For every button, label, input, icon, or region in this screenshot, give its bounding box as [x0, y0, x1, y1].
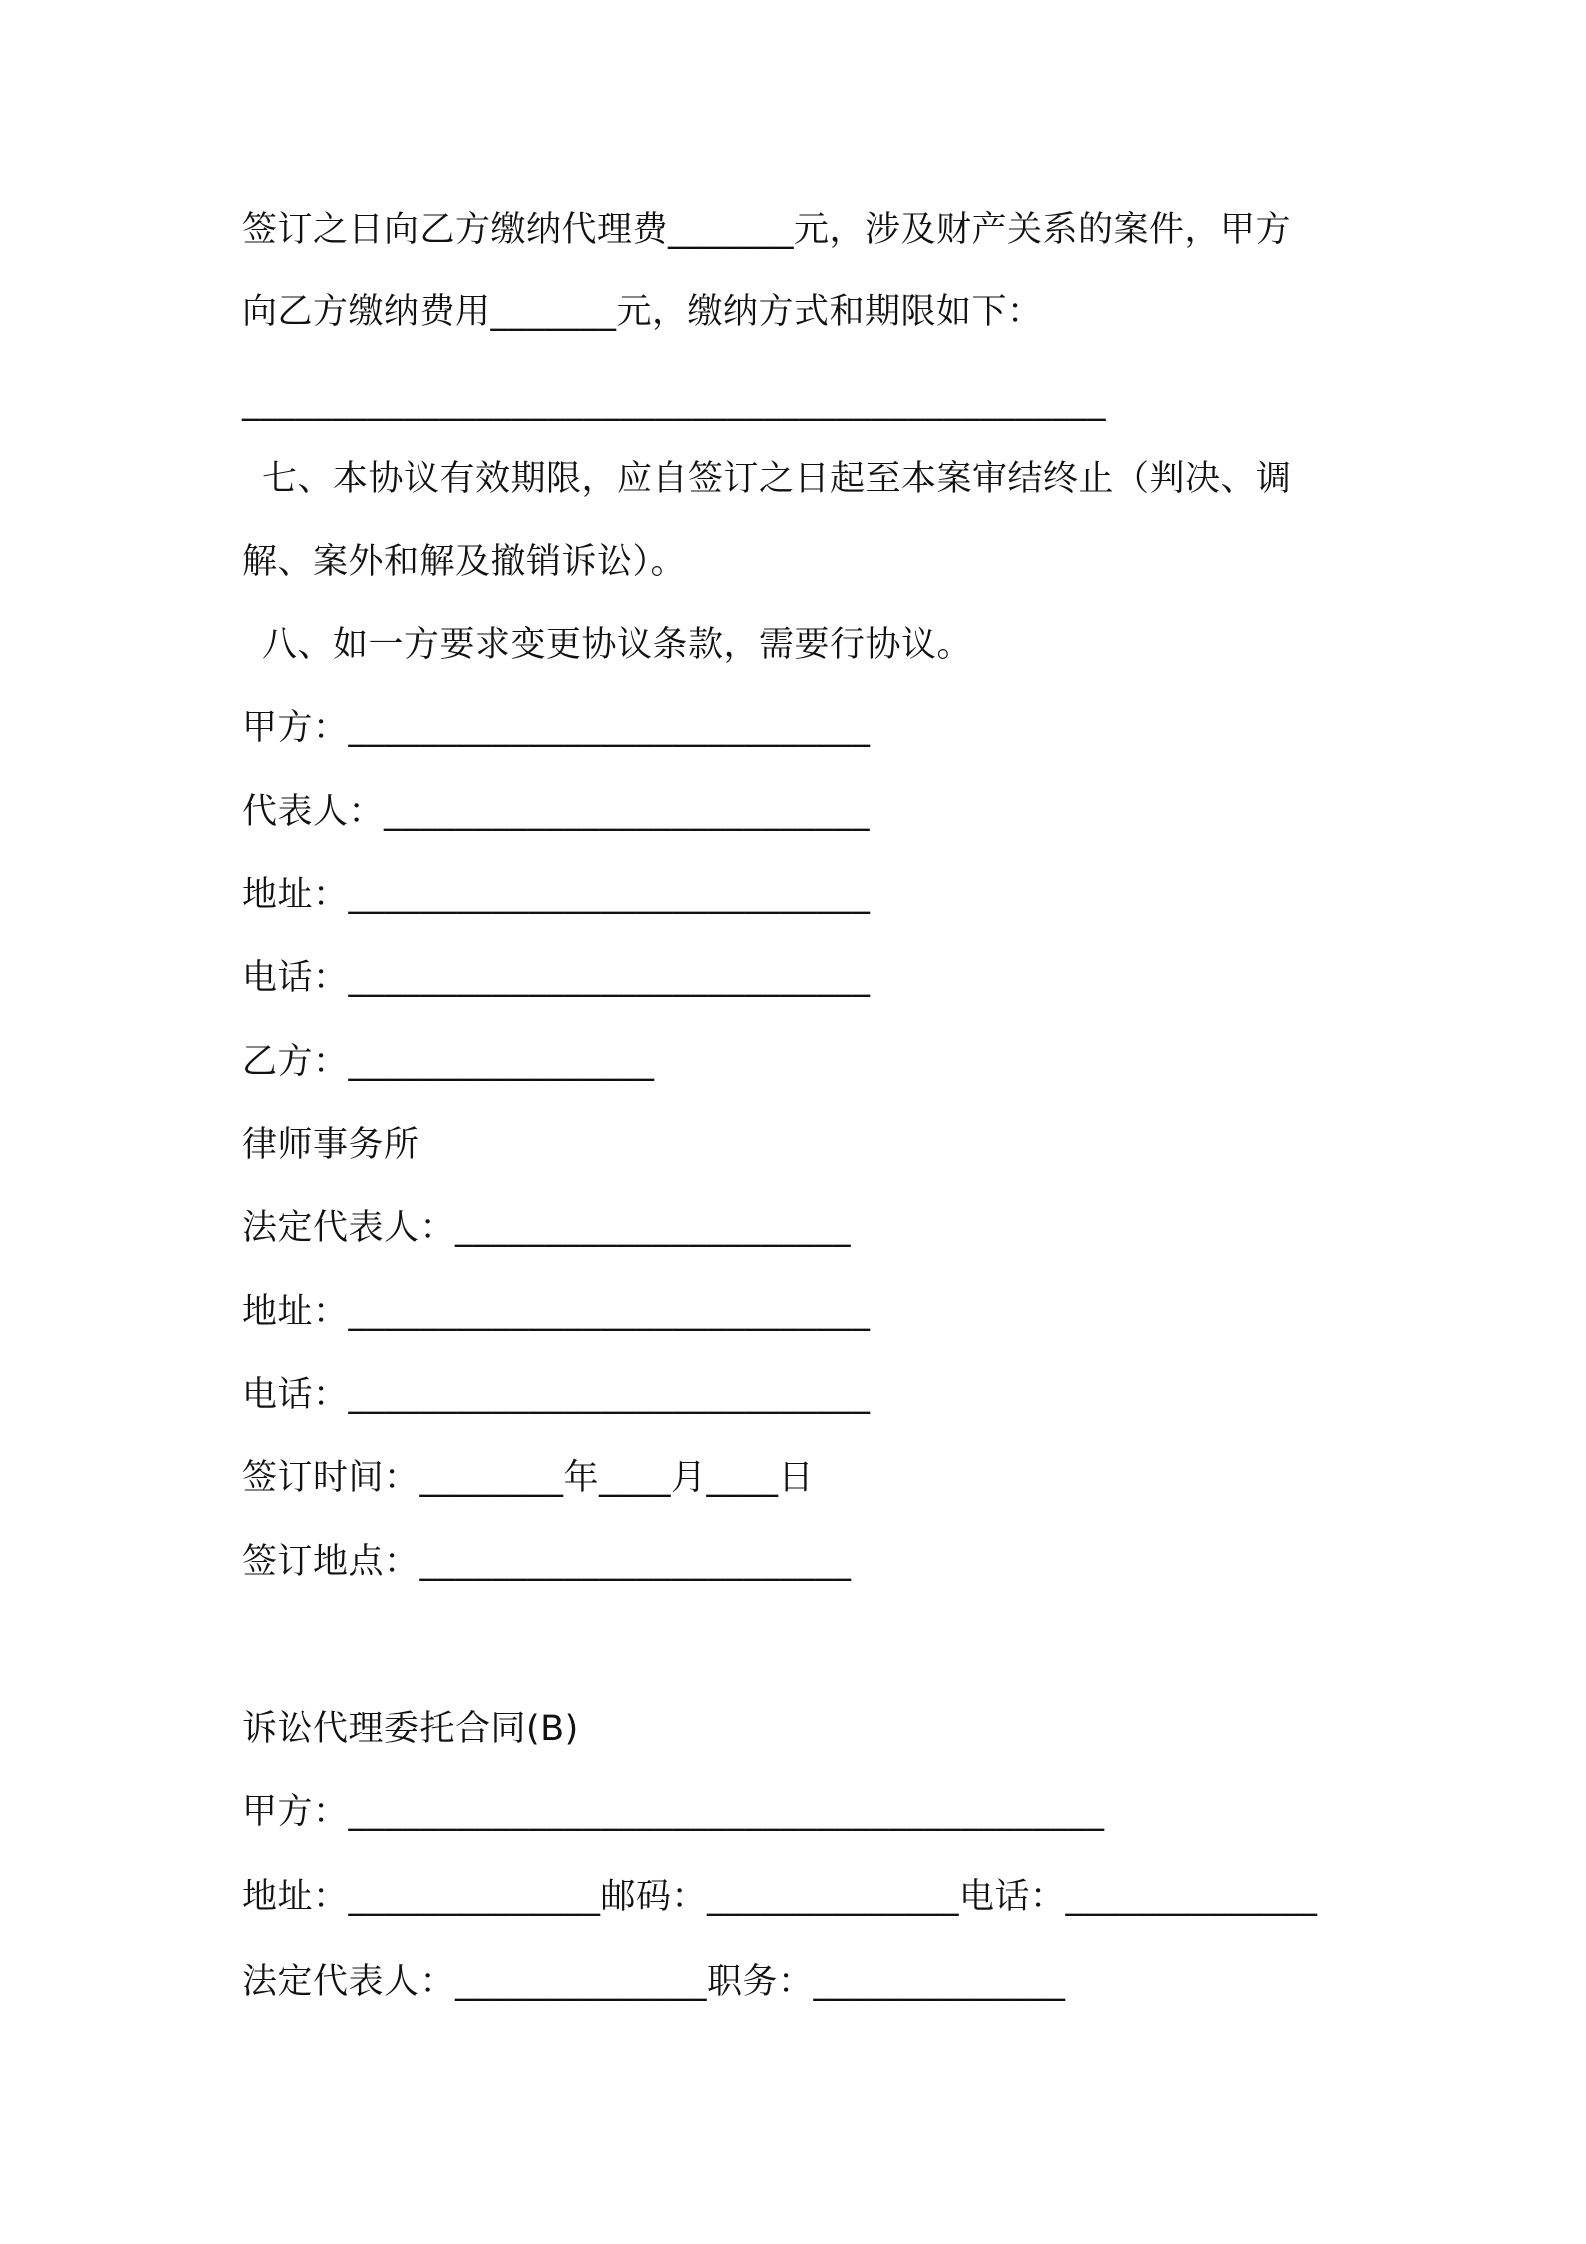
clause-eight: 八、如一方要求变更协议条款，需要行协议。 [262, 625, 973, 665]
signing-date-field: 签订时间：________年____月____日 [242, 1458, 815, 1498]
payment-terms-blank: ________________________________________________ [242, 382, 1106, 422]
party-a-phone-field: 电话：_____________________________ [242, 958, 871, 998]
fee-clause-line-1: 签订之日向乙方缴纳代理费_______元，涉及财产关系的案件，甲方 [242, 210, 1292, 250]
fee-clause-line-2: 向乙方缴纳费用_______元，缴纳方式和期限如下： [242, 292, 1043, 332]
party-b-address-field: 地址：_____________________________ [242, 1292, 871, 1332]
clause-seven-line-1: 七、本协议有效期限，应自签订之日起至本案审结终止（判决、调 [262, 459, 1292, 499]
party-a-field: 甲方：_____________________________ [242, 708, 871, 748]
signing-place-field: 签订地点：________________________ [242, 1542, 852, 1582]
contract-b-title: 诉讼代理委托合同(B) [242, 1709, 579, 1749]
party-a-address-field: 地址：_____________________________ [242, 875, 871, 915]
law-firm-label: 律师事务所 [242, 1125, 420, 1165]
contract-b-party-a-field: 甲方：__________________________________________ [242, 1792, 1105, 1832]
clause-seven-line-2: 解、案外和解及撤销诉讼）。 [242, 542, 687, 582]
legal-representative-field: 法定代表人：______________________ [242, 1208, 852, 1248]
representative-field: 代表人：___________________________ [242, 792, 871, 832]
contract-b-representative-line: 法定代表人：______________职务：______________ [242, 1962, 1066, 2002]
party-b-field: 乙方：_________________ [242, 1042, 655, 1082]
party-b-phone-field: 电话：_____________________________ [242, 1375, 871, 1415]
contract-b-contact-line: 地址：______________邮码：______________电话：______________ [242, 1877, 1318, 1917]
